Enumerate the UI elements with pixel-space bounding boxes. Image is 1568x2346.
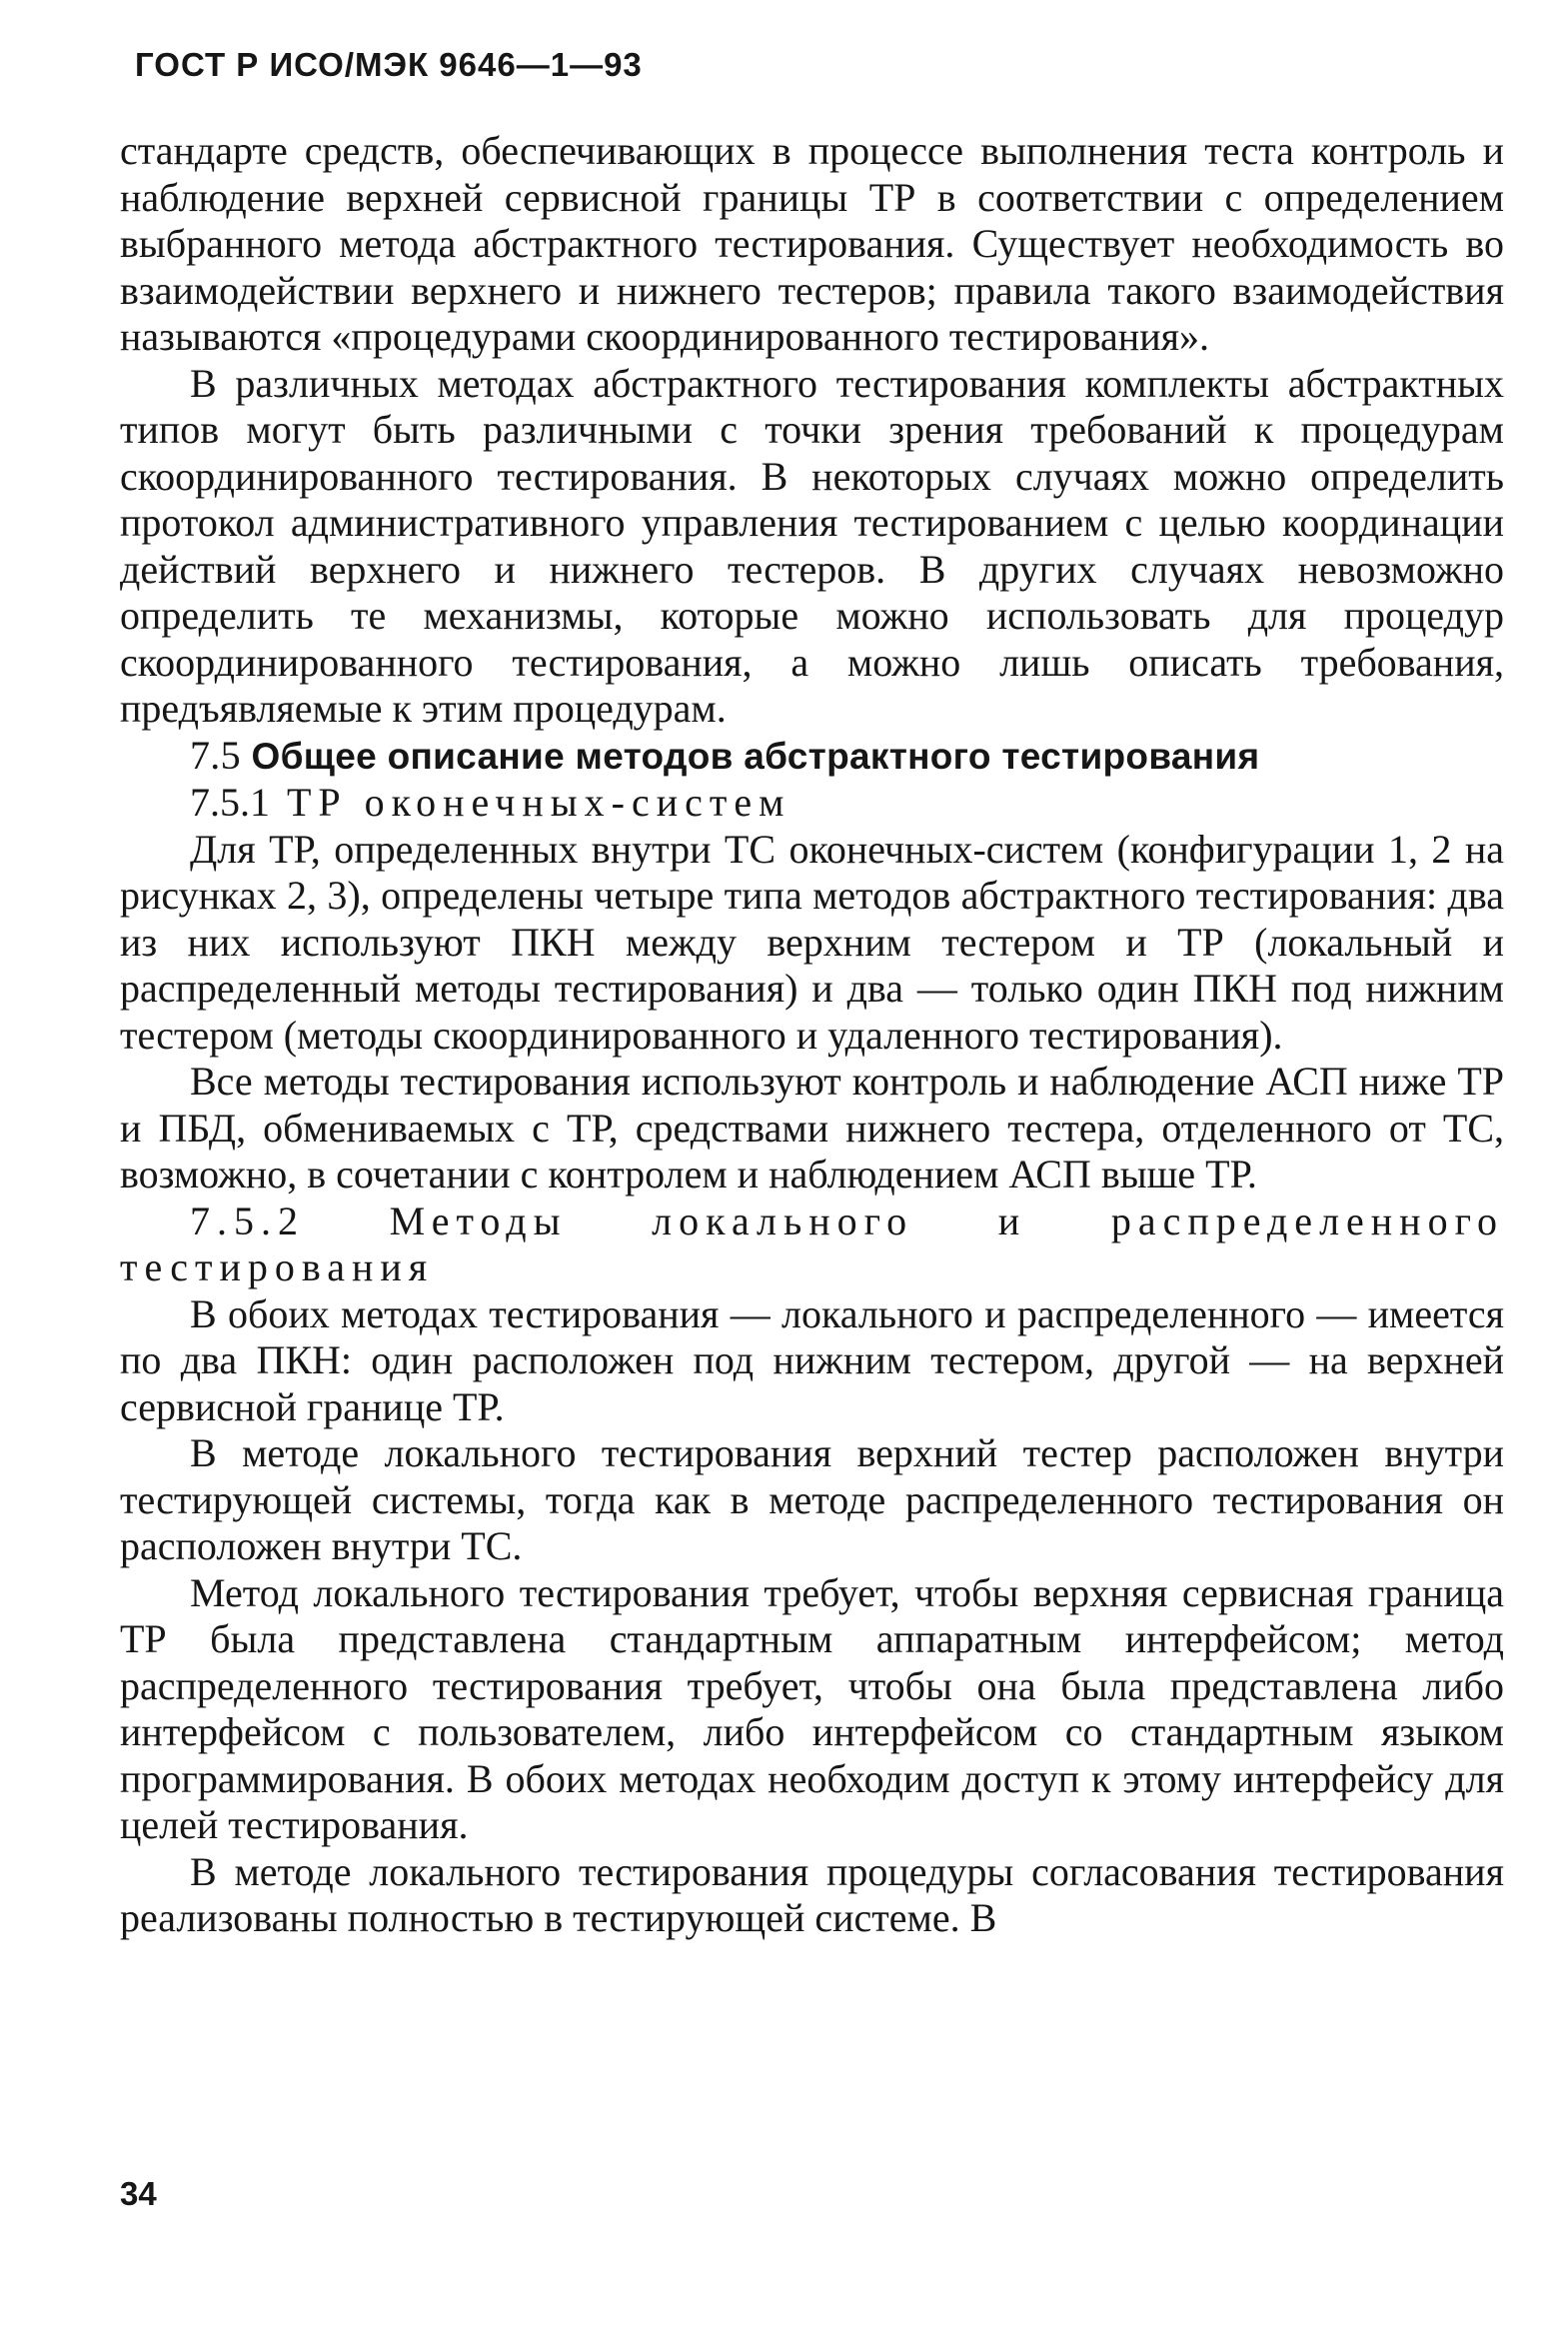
- section-title: Методы локального и распределенного тестирования: [120, 1197, 1504, 1289]
- paragraph: В обоих методах тестирования — локального и распределенного — имеется по два ПКН: один расположен под нижним тестером, другой — на верхней сервисной границе ТР.: [120, 1290, 1504, 1429]
- document-header: ГОСТ Р ИСО/МЭК 9646—1—93: [135, 46, 643, 83]
- section-title: ТР оконечных-систем: [287, 780, 791, 825]
- paragraph: В методе локального тестирования верхний тестер расположен внутри тестирующей системы, тогда как в методе распределенного тестирования он расположен внутри ТС.: [120, 1430, 1504, 1568]
- section-heading-7-5-1: [120, 780, 1504, 827]
- paragraph: В методе локального тестирования процедуры согласования тестирования реализованы полностью в тестирующей системе. В: [120, 1848, 1504, 1940]
- section-heading-7-5: [120, 733, 1504, 781]
- paragraph: Все методы тестирования используют контроль и наблюдение АСП ниже ТР и ПБД, обмениваемых с ТР, средствами нижнего тестера, отделенного от ТС, возможно, в сочетании с контролем и наблюдением АСП выше ТР.: [120, 1059, 1504, 1196]
- paragraph: Метод локального тестирования требует, чтобы верхняя сервисная граница ТР была представлена стандартным аппаратным интерфейсом; метод распределенного тестирования требует, чтобы она была представлена либо интерфейсом с пользователем, либо интерфейсом со стандартным языком программирования. В обоих методах необходим доступ к этому интерфейсу для целей тестирования.: [120, 1569, 1504, 1847]
- section-number: 7.5.2: [190, 1197, 305, 1243]
- paragraph: В различных методах абстрактного тестирования комплекты абстрактных типов могут быть различными с точки зрения требований к процедурам скоординированного тестирования. В некоторых случаях можно определить протокол административного управления тестированием с целью координации действий верхнего и нижнего тестеров. В других случаях невозможно определить те механизмы, которые можно использовать для процедур скоординированного тестирования, а можно лишь описать требования, предъявляемые к этим процедурам.: [120, 360, 1504, 731]
- section-number: 7.5: [190, 732, 241, 778]
- page-number: 34: [120, 2175, 157, 2212]
- section-title: Общее описание методов абстрактного тестирования: [251, 735, 1260, 777]
- section-heading-7-5-2: [120, 1198, 1504, 1291]
- paragraph: Для ТР, определенных внутри ТС оконечных-систем (конфигурации 1, 2 на рисунках 2, 3), определены четыре типа методов абстрактного тестирования: два из них используют ПКН между верхним тестером и ТР (локальный и распределенный методы тестирования) и два — только один ПКН под нижним тестером (методы скоординированного и удаленного тестирования).: [120, 826, 1504, 1058]
- document-body: [120, 128, 1504, 1942]
- paragraph: стандарте средств, обеспечивающих в процессе выполнения теста контроль и наблюдение верхней сервисной границы ТР в соответствии с определением выбранного метода абстрактного тестирования. Существует необходимость во взаимодействии верхнего и нижнего тестеров; правила такого взаимодействия называются «процедурами скоординированного тестирования».: [120, 128, 1504, 359]
- section-number: 7.5.1: [190, 780, 270, 825]
